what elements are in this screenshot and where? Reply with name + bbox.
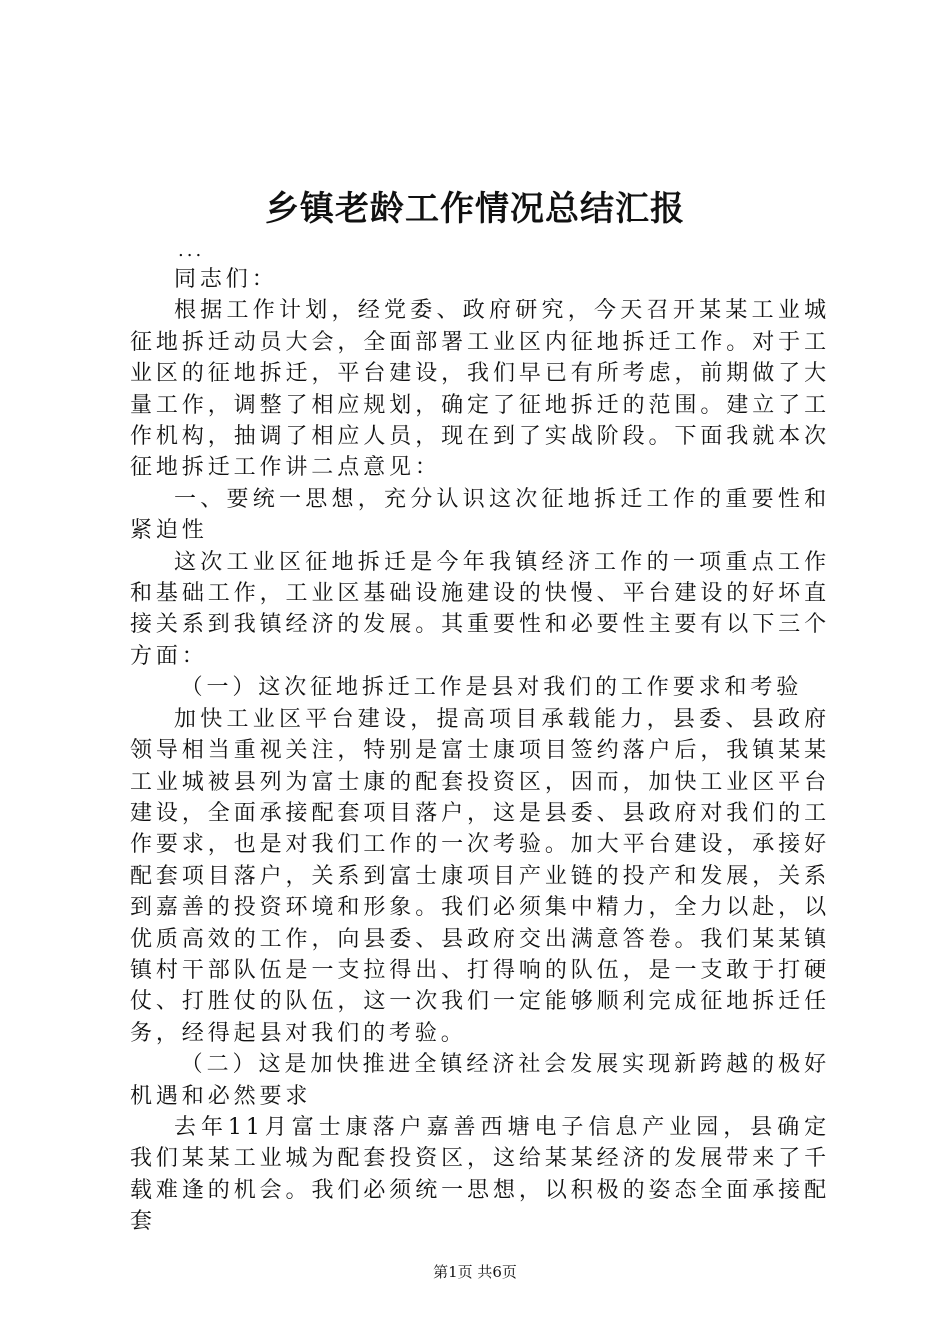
- paragraph-intro: 根据工作计划，经党委、政府研究，今天召开某某工业城征地拆迁动员大会，全面部署工业区内征地拆迁工作。对于工业区的征地拆迁，平台建设，我们早已有所考虑，前期做了大量工作，调整了相应规划，确定了征地拆迁的范围。建立了工作机构，抽调了相应人员，现在到了实战阶段。下面我就本次征地拆迁工作讲二点意见：: [130, 298, 830, 481]
- document-body: [130, 264, 830, 1238]
- subsection-heading-2: （二）这是加快推进全镇经济社会发展实现新跨越的极好机遇和必然要求: [130, 1052, 830, 1109]
- ellipsis-marker: ...: [178, 240, 205, 261]
- paragraph-platform: 加快工业区平台建设，提高项目承载能力，县委、县政府领导相当重视关注，特别是富士康项目签约落户后，我镇某某工业城被县列为富士康的配套投资区，因而，加快工业区平台建设，全面承接配套项目落户，这是县委、县政府对我们的工作要求，也是对我们工作的一次考验。加大平台建设，承接好配套项目落户，关系到富士康项目产业链的投产和发展，关系到嘉善的投资环境和形象。我们必须集中精力，全力以赴，以优质高效的工作，向县委、县政府交出满意答卷。我们某某镇镇村干部队伍是一支拉得出、打得响的队伍，是一支敢于打硬仗、打胜仗的队伍，这一次我们一定能够顺利完成征地拆迁任务，经得起县对我们的考验。: [130, 706, 830, 1046]
- subsection-heading-1: （一）这次征地拆迁工作是县对我们的工作要求和考验: [180, 675, 803, 701]
- paragraph-importance: 这次工业区征地拆迁是今年我镇经济工作的一项重点工作和基础工作，工业区基础设施建设的快慢、平台建设的好坏直接关系到我镇经济的发展。其重要性和必要性主要有以下三个方面：: [130, 549, 830, 669]
- page-number: 第1页 共6页: [433, 1263, 517, 1281]
- section-heading-1: 一、要统一思想，充分认识这次征地拆迁工作的重要性和紧迫性: [130, 486, 830, 544]
- paragraph-foxconn: 去年11月富士康落户嘉善西塘电子信息产业园，县确定我们某某工业城为配套投资区，这给某某经济的发展带来了千载难逢的机会。我们必须统一思想，以积极的姿态全面承接配套: [130, 1114, 830, 1235]
- document-title: 乡镇老龄工作情况总结汇报: [265, 189, 685, 229]
- salutation: 同志们：: [174, 267, 278, 292]
